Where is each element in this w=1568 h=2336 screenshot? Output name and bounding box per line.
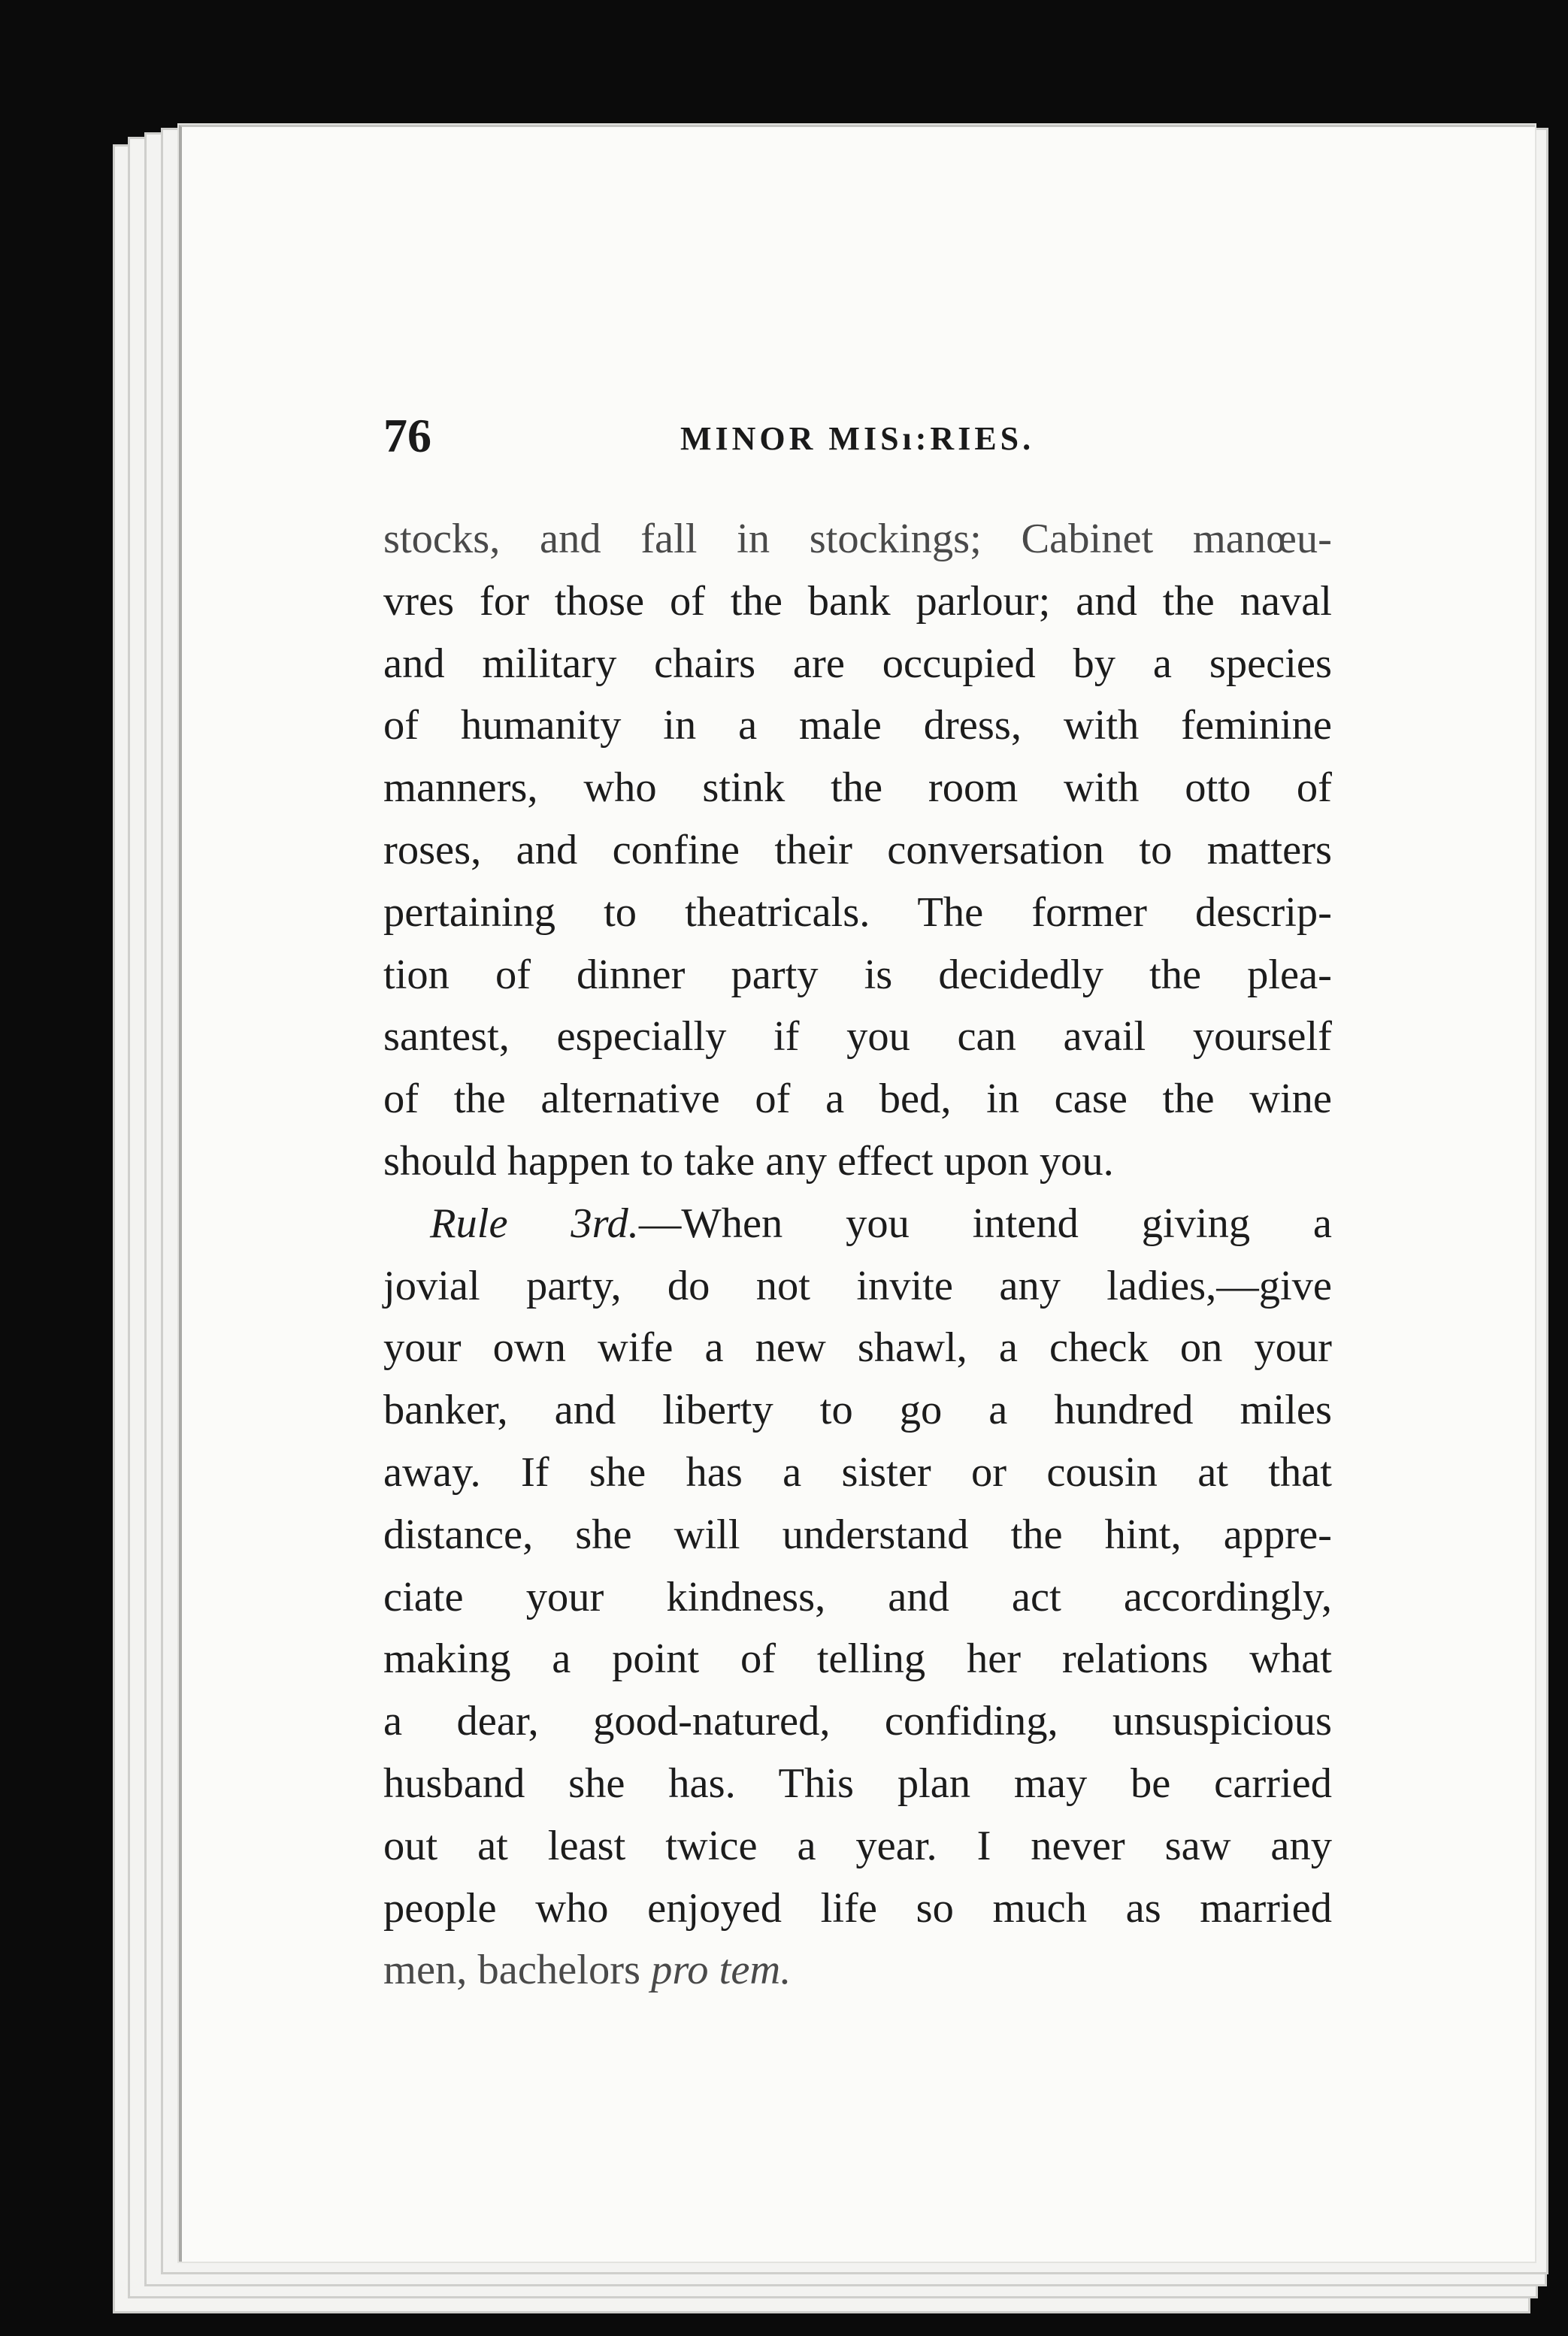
last-line-text: men, bachelors [383,1947,652,1994]
text-line: your own wife a new shawl, a check on your [383,1324,1332,1372]
text-line: of the alternative of a bed, in case the wine [383,1076,1332,1123]
page-header [383,406,1353,466]
text-line: making a point of telling her relations what [383,1636,1332,1683]
rule-label: Rule 3rd. [430,1200,639,1247]
rule-text: —When you intend giving a [638,1200,1332,1247]
text-line: husband she has. This plan may be carried [383,1760,1332,1807]
text-line: santest, especially if you can avail yourself [383,1013,1332,1061]
text-line: a dear, good-natured, confiding, unsuspicious [383,1698,1332,1745]
text-line: distance, she will understand the hint, appre- [383,1511,1332,1558]
text-line: and military chairs are occupied by a species [383,640,1332,687]
page-number: 76 [383,409,431,462]
text-line: roses, and confine their conversation to matters [383,826,1332,873]
text-line: pertaining to theatricals. The former descrip- [383,888,1332,936]
running-head: MINOR MISı:RIES. [680,420,1035,457]
text-line: away. If she has a sister or cousin at that [383,1448,1332,1496]
text-line: people who enjoyed life so much as married [383,1884,1332,1932]
last-line [383,1939,1332,2002]
text-line: manners, who stink the room with otto of [383,764,1332,812]
text-line: vres for those of the bank parlour; and the naval [383,577,1332,625]
text-line: out at least twice a year. I never saw any [383,1822,1332,1869]
text-line: should happen to take any effect upon you. [383,1137,1114,1185]
text-line: jovial party, do not invite any ladies,—give [383,1262,1332,1309]
text-line: ciate your kindness, and act accordingly, [383,1573,1332,1620]
text-line: of humanity in a male dress, with feminine [383,702,1332,749]
last-line-italic: pro tem. [651,1947,792,1994]
text-line: banker, and liberty to go a hundred miles [383,1387,1332,1434]
text-line: tion of dinner party is decidedly the plea- [383,951,1332,998]
text-line: stocks, and fall in stockings; Cabinet manœu- [383,516,1332,562]
rule-line [383,1193,1332,1255]
body-text [383,508,1332,2002]
